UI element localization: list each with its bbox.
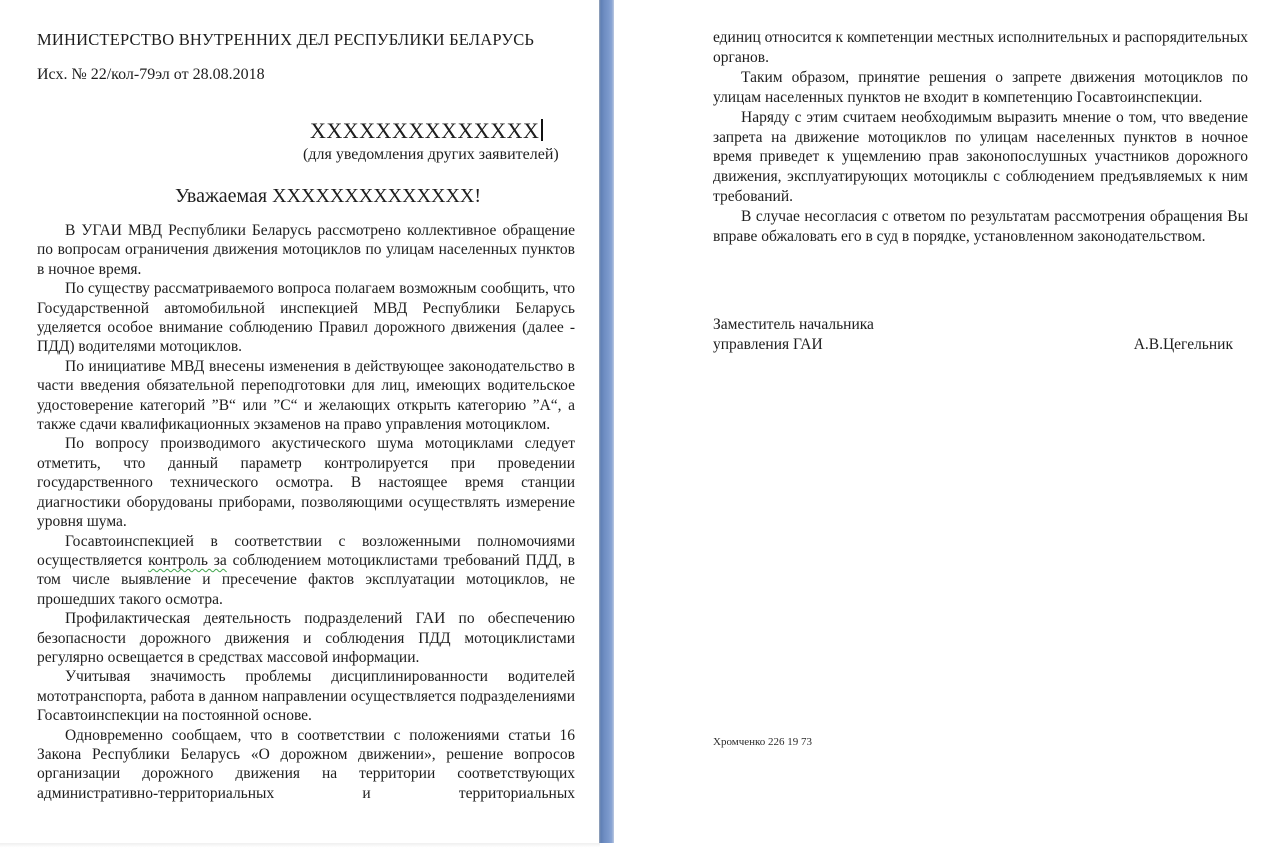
page-divider — [599, 0, 614, 843]
page-bottom-edge — [0, 843, 600, 848]
page-1[interactable] — [0, 0, 600, 843]
paragraph-3: По инициативе МВД внесены изменения в действующее законодательство в части введения обязательной переподготовки для лиц, имеющих водительское удостоверение категорий ”В“ или ”С“ и желающих открыть категорию ”А“, а также сдачи квалификационных экзаменов на право управления мотоциклом. — [37, 357, 575, 434]
addressee-text: ХХХХХХХХХХХХХХ — [310, 118, 540, 143]
paragraph-8: Одновременно сообщаем, что в соответствии с положениями статьи 16 Закона Республики Беларусь «О дорожном движении», решение вопросов организации дорожного движения на территории соответствующих административно-территориальных и территориальных — [37, 726, 575, 802]
paragraph-2: По существу рассматриваемого вопроса полагаем возможным сообщить, что Государственной автомобильной инспекцией МВД Республики Беларусь уделяется особое внимание соблюдению Правил дорожного движения (далее - ПДД) водителями мотоциклов. — [37, 280, 575, 356]
outgoing-ref-line: Исх. № 22/кол-79эл от 28.08.2018 — [37, 66, 265, 83]
salutation: Уважаемая ХХХХХХХХХХХХХХ! — [175, 185, 481, 207]
text-cursor — [541, 119, 543, 141]
paragraph-6: Профилактическая деятельность подразделений ГАИ по обеспечению безопасности дорожного движения и соблюдения ПДД мотоциклистами регулярно освещается в средствах массовой информации. — [37, 610, 575, 666]
paragraph-4: По вопросу производимого акустического шума мотоциклами следует отметить, что данный параметр контролируется при проведении государственного технического осмотра. В настоящее время станции диагностики оборудованы приборами, позволяющими осуществлять измерение уровня шума. — [37, 435, 575, 531]
signature-block — [713, 315, 1248, 355]
paragraph-7: Учитывая значимость проблемы дисциплинированности водителей мототранспорта, работа в данном направлении осуществляется подразделениями Госавтоинспекции на постоянной основе. — [37, 668, 575, 725]
paragraph-11: В случае несогласия с ответом по результатам рассмотрения обращения Вы вправе обжаловать его в суд в порядке, установленном законодательством. — [713, 208, 1248, 246]
page-2[interactable] — [614, 0, 1280, 843]
signature-title-line2: управления ГАИ — [713, 336, 823, 353]
paragraph-5-after: соблюдением мотоциклистами требований ПДД, в том числе выявление и пресечение фактов эксплуатации мотоциклов, не прошедших такого осмотра. — [37, 551, 575, 608]
page-2-body — [713, 28, 1248, 247]
paragraph-10: Наряду с этим считаем необходимым выразить мнение о том, что введение запрета на движение мотоциклов по улицам населенных пунктов в ночное время приведет к ущемлению прав законопослушных участников дорожного движения, эксплуатирующих мотоциклы с соблюдением предъявляемых к ним требований. — [713, 108, 1248, 206]
page-1-body — [37, 221, 575, 843]
paragraph-5 — [37, 532, 575, 610]
addressee-placeholder[interactable] — [310, 118, 543, 144]
signature-name: А.В.Цегельник — [1133, 336, 1233, 353]
paragraph-1: В УГАИ МВД Республики Беларусь рассмотрено коллективное обращение по вопросам ограничения движения мотоциклов по улицам населенных пунктов в ночное время. — [37, 222, 575, 278]
grammar-underlined-phrase: контроль за — [148, 551, 227, 569]
paragraph-9: Таким образом, принятие решения о запрете движения мотоциклов по улицам населенных пунктов не входит в компетенцию Госавтоинспекции. — [713, 68, 1248, 106]
paragraph-5-before: Госавтоинспекцией в соответствии с возложенными полномочиями осуществляется — [37, 532, 575, 569]
paragraph-8-continuation: единиц относится к компетенции местных исполнительных и распорядительных органов. — [713, 29, 1248, 66]
org-title: МИНИСТЕРСТВО ВНУТРЕННИХ ДЕЛ РЕСПУБЛИКИ БЕЛАРУСЬ — [37, 30, 535, 49]
addressee-note: (для уведомления других заявителей) — [303, 146, 559, 163]
executor-phone-note: Хромченко 226 19 73 — [713, 736, 813, 748]
signature-title-line1: Заместитель начальника — [713, 316, 874, 333]
